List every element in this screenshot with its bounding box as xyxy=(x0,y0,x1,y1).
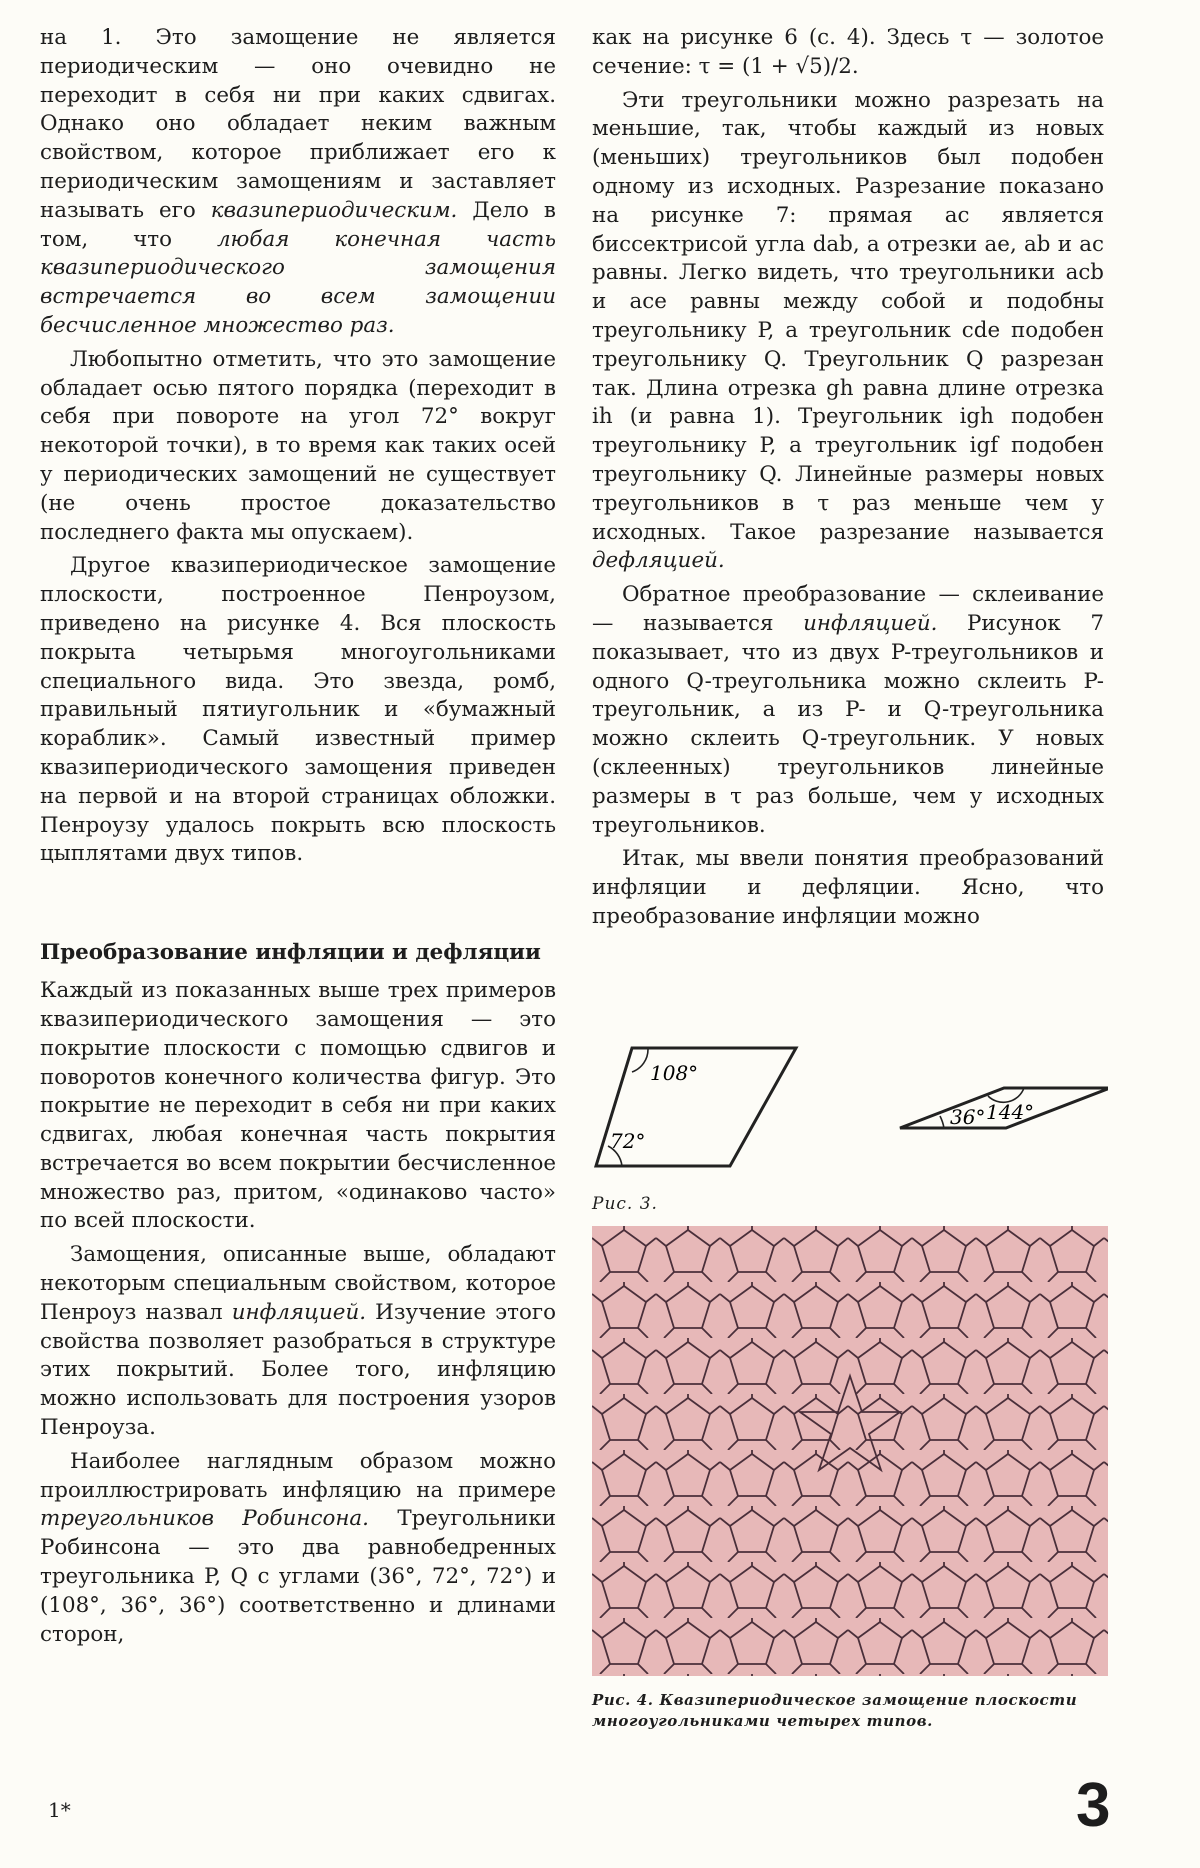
paragraph: Каждый из показанных выше трех примеров квазипериодического замощения — это покрытие плоскости с помощью сдвигов и поворотов конечного количества фигур. Это покрытие не переходит в себя ни при каких сдвигах, любая конечная часть покрытия встречается во всем покрытии бесчисленное множество раз, притом, «одинаково часто» по всей плоскости. xyxy=(40,978,556,1234)
angle-label: 108° xyxy=(650,1061,699,1085)
figure-4-caption: Рис. 4. Квазипериодическое замощение плоскости многоугольниками четырех типов. xyxy=(592,1691,1078,1730)
right-column xyxy=(592,24,1104,937)
angle-label: 72° xyxy=(610,1129,646,1153)
paragraph: Другое квазипериодическое замощение плоскости, построенное Пенроузом, приведено на рисунке 4. Вся плоскость покрыта четырьмя многоугольниками специального вида. Это звезда, ромб, правильный пятиугольник и «бумажный кораблик». Самый известный пример квазипериодического замощения приведен на первой и на второй страницах обложки. Пенроузу удалось покрыть всю плоскость цыплятами двух типов. xyxy=(40,553,556,867)
paragraph: Итак, мы ввели понятия преобразований инфляции и дефляции. Ясно, что преобразование инфляции можно xyxy=(592,846,1104,929)
paragraph: как на рисунке 6 (с. 4). Здесь τ — золотое сечение: τ = (1 + √5)/2. xyxy=(592,25,1104,79)
paragraph: Эти треугольники можно разрезать на меньшие, так, чтобы каждый из новых (меньших) треугольников был подобен одному из исходных. Разрезание показано на рисунке 7: прямая ac является биссектрисой угла dab, а отрезки ae, ab и ac равны. Легко видеть, что треугольники acb и ace равны между собой и подобны треугольнику P, а треугольник cde подобен треугольнику Q. Треугольник Q разрезан так. Длина отрезка gh равна длине отрезка ih (и равна 1). Треугольник igh подобен треугольнику P, а треугольник igf подобен треугольнику Q. Линейные размеры новых треугольников в τ раз меньше чем у исходных. Такое разрезание называется дефляцией. xyxy=(592,87,1104,574)
figure-3-caption: Рис. 3. xyxy=(592,1194,658,1214)
angle-label: 36° xyxy=(950,1105,986,1129)
figure-4-penrose-tiling xyxy=(592,1226,1108,1676)
figure-3-rhombi xyxy=(588,1030,1108,1210)
section-heading: Преобразование инфляции и дефляции xyxy=(40,940,541,966)
paragraph: на 1. Это замощение не является периодическим — оно очевидно не переходит в себя ни при каких сдвигах. Однако оно обладает неким важным свойством, которое приближает его к периодическим замощениям и заставляет называть его квазипериодическим. Дело в том, что любая конечная часть квазипериодического замощения встречается во всем замощении бесчисленное множество раз. xyxy=(40,25,556,338)
left-column xyxy=(40,24,556,1654)
paragraph: Обратное преобразование — склеивание — называется инфляцией. Рисунок 7 показывает, что из двух P-треугольников и одного Q-треугольника можно склеить P-треугольник, а из P- и Q-треугольника можно склеить Q-треугольник. У новых (склеенных) треугольников линейные размеры в τ раз больше, чем у исходных треугольников. xyxy=(592,582,1104,838)
paragraph: Любопытно отметить, что это замощение обладает осью пятого порядка (переходит в себя при повороте на угол 72° вокруг некоторой точки), в то время как таких осей у периодических замощений не существует (не очень простое доказательство последнего факта мы опускаем). xyxy=(40,346,556,545)
page-number: 3 xyxy=(1076,1771,1111,1840)
paragraph: Наиболее наглядным образом можно проиллюстрировать инфляцию на примере треугольников Робинсона. Треугольники Робинсона — это два равнобедренных треугольника P, Q с углами (36°, 72°, 72°) и (108°, 36°, 36°) соответственно и длинами сторон, xyxy=(40,1448,556,1647)
footnote-mark: 1* xyxy=(48,1798,71,1822)
paragraph: Замощения, описанные выше, обладают некоторым специальным свойством, которое Пенроуз назвал инфляцией. Изучение этого свойства позволяет разобраться в структуре этих покрытий. Более того, инфляцию можно использовать для построения узоров Пенроуза. xyxy=(40,1242,556,1441)
angle-label: 144° xyxy=(986,1100,1035,1124)
